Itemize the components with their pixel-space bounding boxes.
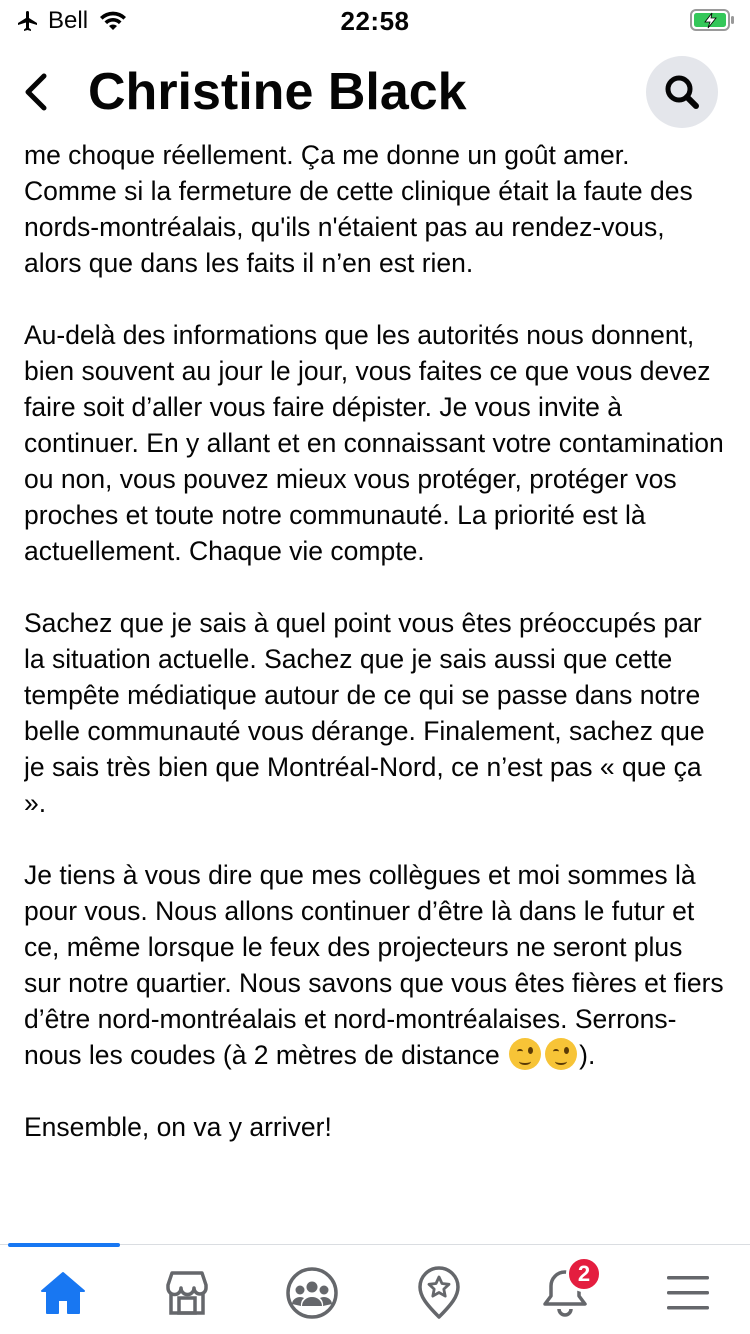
winking-face-icon	[545, 1038, 577, 1070]
tab-groups[interactable]	[280, 1263, 344, 1323]
chevron-left-icon	[18, 70, 58, 114]
battery-icon	[690, 9, 736, 36]
tab-pages[interactable]	[407, 1263, 471, 1323]
active-tab-indicator	[8, 1243, 120, 1247]
groups-icon	[285, 1266, 339, 1320]
search-icon	[662, 72, 702, 112]
post-paragraph: Au-delà des informations que les autorités nous donnent, bien souvent au jour le jour, vous faites ce que vous devez faire soit d’aller vous faire dépister. Je vous invite à continuer. En y allant et en connaissant votre contamination ou non, vous pouvez mieux vous protéger, protéger vos proches et toute notre communauté. La priorité est là actuellement. Chaque vie compte.	[24, 320, 724, 566]
status-bar	[0, 0, 750, 40]
home-icon	[38, 1269, 88, 1317]
tab-home[interactable]	[31, 1263, 95, 1323]
post-paragraph	[24, 857, 724, 1073]
post-paragraph-text: Je tiens à vous dire que mes collègues et moi sommes là pour vous. Nous allons continuer d’être là dans le futur et ce, même lorsque le feux des projecteurs ne seront plus sur notre quartier. Nous savons que vous êtes fières et fiers d’être nord-montréalais et nord-montréalaises. Serrons-nous les coudes (à 2 mètres de distance	[24, 860, 724, 1070]
carrier-name: Bell	[48, 7, 89, 34]
menu-icon	[665, 1273, 711, 1313]
bottom-tab-bar	[0, 1244, 750, 1334]
post-paragraph-end: ).	[579, 1040, 596, 1070]
search-button[interactable]	[646, 56, 718, 128]
post-paragraph: Ensemble, on va y arriver!	[24, 1112, 332, 1142]
page-title: Christine Black	[88, 63, 467, 121]
post-paragraph: Sachez que je sais à quel point vous êtes préoccupés par la situation actuelle. Sachez que je sais aussi que cette tempête médiatique autour de ce qui se passe dans notre belle communauté vous dérange. Finalement, sachez que je sais très bien que Montréal-Nord, ce n’est pas « que ça ».	[24, 608, 705, 818]
winking-face-icon	[509, 1038, 541, 1070]
pages-icon	[416, 1266, 462, 1320]
marketplace-icon	[162, 1269, 212, 1317]
tab-menu[interactable]	[656, 1263, 720, 1323]
status-time: 22:58	[340, 6, 410, 36]
page-header	[0, 44, 750, 140]
post-paragraph: me choque réellement. Ça me donne un goût amer. Comme si la fermeture de cette clinique était la faute des nords-montréalais, qu'ils n'étaient pas au rendez-vous, alors que dans les faits il n’en est rien.	[24, 140, 693, 278]
back-button[interactable]	[18, 70, 58, 114]
notification-count-badge: 2	[566, 1256, 602, 1292]
post-body	[24, 137, 724, 1237]
tab-marketplace[interactable]	[155, 1263, 219, 1323]
